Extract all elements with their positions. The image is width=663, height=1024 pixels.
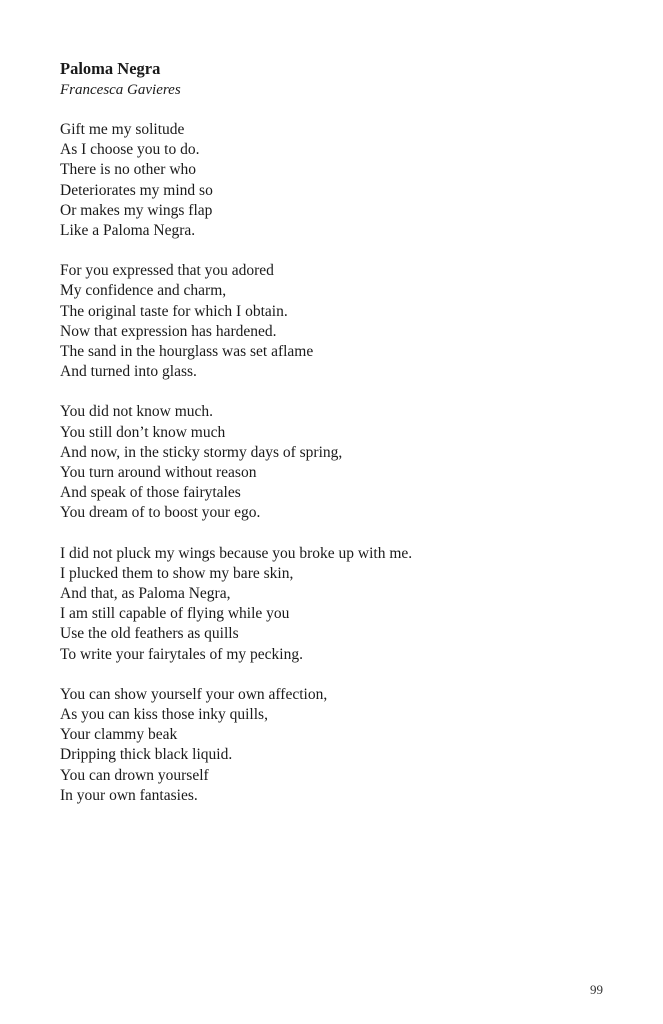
poem-line: You did not know much.	[60, 403, 214, 421]
poem-line: The original taste for which I obtain.	[60, 302, 288, 320]
poem-line: I am still capable of flying while you	[60, 605, 290, 623]
poem-line: As I choose you to do.	[60, 141, 200, 159]
poem-line: You turn around without reason	[60, 464, 257, 482]
poem-line: And now, in the sticky stormy days of spring,	[60, 443, 343, 461]
poem-line: And speak of those fairytales	[60, 484, 241, 502]
stanza-4	[60, 544, 620, 665]
poem-line: As you can kiss those inky quills,	[60, 706, 268, 724]
poem-line: My confidence and charm,	[60, 282, 227, 300]
poem-line: Like a Paloma Negra.	[60, 222, 196, 240]
stanza-1	[60, 120, 620, 241]
poem-line: Now that expression has hardened.	[60, 322, 277, 340]
poem-line: Dripping thick black liquid.	[60, 746, 233, 764]
poem-line: For you expressed that you adored	[60, 262, 274, 280]
stanza-5	[60, 685, 620, 806]
poem-line: Deteriorates my mind so	[60, 181, 213, 199]
poem-line: And that, as Paloma Negra,	[60, 585, 231, 603]
poem-line: You dream of to boost your ego.	[60, 504, 261, 522]
page-number: 99	[590, 982, 603, 997]
poem-author: Francesca Gavieres	[60, 82, 181, 98]
poem-line: You can drown yourself	[60, 766, 209, 784]
stanza-2	[60, 261, 620, 382]
poem-line: And turned into glass.	[60, 363, 197, 381]
poem-line: I did not pluck my wings because you broke up with me.	[60, 544, 413, 562]
poem-line: Gift me my solitude	[60, 121, 185, 138]
poem-line: In your own fantasies.	[60, 786, 198, 804]
poem-line: Your clammy beak	[60, 726, 178, 744]
poem-line: I plucked them to show my bare skin,	[60, 564, 294, 582]
poem-line: To write your fairytales of my pecking.	[60, 645, 303, 663]
poem-page	[60, 58, 620, 826]
poem-line: You can show yourself your own affection,	[60, 685, 328, 703]
poem-line: Use the old feathers as quills	[60, 625, 239, 643]
poem-line: There is no other who	[60, 161, 197, 179]
poem-line: The sand in the hourglass was set aflame	[60, 343, 314, 361]
stanza-3	[60, 402, 620, 523]
poem-line: Or makes my wings flap	[60, 201, 213, 219]
poem-title: Paloma Negra	[60, 59, 161, 78]
poem-line: You still don’t know much	[60, 423, 226, 441]
